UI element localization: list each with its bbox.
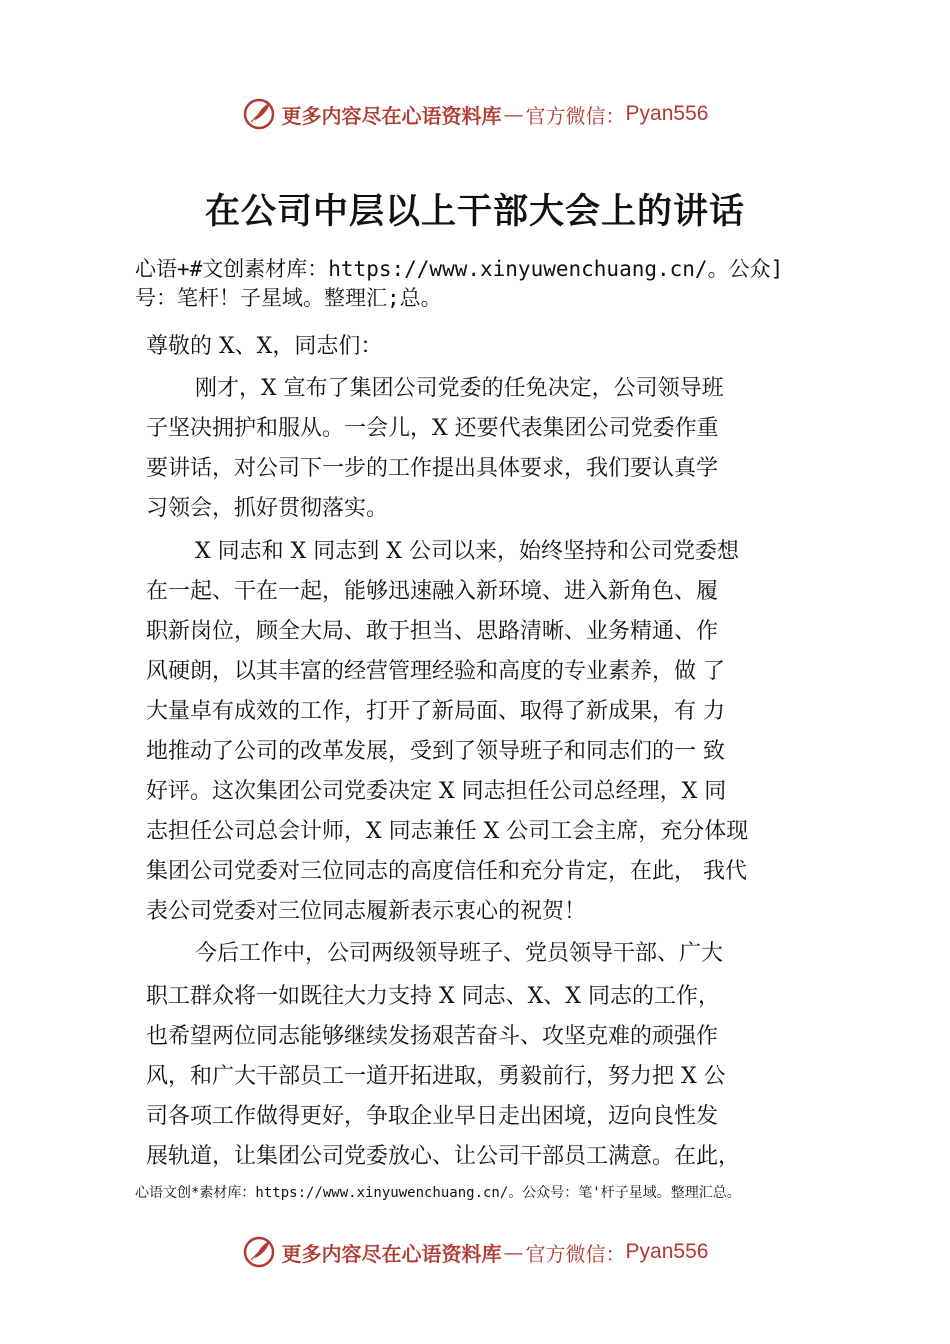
banner-wechat-label: 官方微信： xyxy=(525,103,626,128)
footer-banner xyxy=(0,1232,950,1272)
paragraph-line: 司各项工作做得更好，争取企业早日走出困境，迈向良性发 xyxy=(146,1104,719,1129)
paragraph-line: 在一起、干在一起，能够迅速融入新环境、进入新角色、履 xyxy=(146,579,719,604)
banner-wechat-label: 官方微信： xyxy=(525,1241,626,1266)
banner-separator: — xyxy=(503,1240,524,1264)
quill-logo-icon xyxy=(242,1235,276,1269)
footer-watermark: 心语文创*素材库：https://www.xinyuwenchuang.cn/。公众号：笔'杆子星域。整理汇总。 xyxy=(135,1185,741,1201)
paragraph-line: 展轨道，让集团公司党委放心、让公司干部员工满意。在此， xyxy=(146,1144,741,1169)
banner-slogan: 更多内容尽在心语资料库 xyxy=(281,1241,502,1266)
paragraph-line: 刚才，X 宣布了集团公司党委的任免决定，公司领导班 xyxy=(195,376,724,401)
banner-wechat-id: Pyan556 xyxy=(625,102,709,125)
paragraph-line: 职新岗位，顾全大局、敢于担当、思路清晰、业务精通、作 xyxy=(146,619,719,644)
paragraph-line: 职工群众将一如既往大力支持 X 同志、X、X 同志的工作， xyxy=(146,984,720,1009)
banner-wechat-id: Pyan556 xyxy=(625,1240,709,1263)
paragraph-line: 习领会，抓好贯彻落实。 xyxy=(146,496,389,521)
paragraph-line: 也希望两位同志能够继续发扬艰苦奋斗、攻坚克难的顽强作 xyxy=(146,1024,719,1049)
quill-logo-icon xyxy=(242,97,276,131)
paragraph-line: 志担任公司总会计师，X 同志兼任 X 公司工会主席，充分体现 xyxy=(146,819,749,844)
paragraph-line: 好评。这次集团公司党委决定 X 同志担任公司总经理，X 同 xyxy=(146,779,727,804)
paragraph-line: 大量卓有成效的工作，打开了新局面、取得了新成果，有 力 xyxy=(146,699,725,724)
document-title: 在公司中层以上干部大会上的讲话 xyxy=(204,191,745,232)
banner-separator: — xyxy=(503,102,524,126)
paragraph-line: X 同志和 X 同志到 X 公司以来，始终坚持和公司党委想 xyxy=(195,539,739,564)
paragraph-line: 集团公司党委对三位同志的高度信任和充分肯定，在此， 我代 xyxy=(146,859,747,884)
paragraph-line: 要讲话，对公司下一步的工作提出具体要求，我们要认真学 xyxy=(146,456,719,481)
paragraph-line: 今后工作中，公司两级领导班子、党员领导干部、广大 xyxy=(195,941,724,966)
paragraph-line: 风硬朗，以其丰富的经营管理经验和高度的专业素养，做 了 xyxy=(146,659,725,684)
salutation: 尊敬的 X、X，同志们： xyxy=(146,334,383,359)
paragraph-line: 地推动了公司的改革发展，受到了领导班子和同志们的一 致 xyxy=(146,739,725,764)
header-banner xyxy=(0,94,950,134)
paragraph-line: 风，和广大干部员工一道开拓进取，勇毅前行，努力把 X 公 xyxy=(146,1064,726,1089)
watermark-line: 心语+#文创素材库：https://www.xinyuwenchuang.cn/。公众] xyxy=(135,257,784,281)
banner-slogan: 更多内容尽在心语资料库 xyxy=(281,103,502,128)
paragraph-line: 子坚决拥护和服从。一会儿，X 还要代表集团公司党委作重 xyxy=(146,416,719,441)
paragraph-line: 表公司党委对三位同志履新表示衷心的祝贺！ xyxy=(146,899,587,924)
watermark-line: 号：笔杆！子星域。整理汇;总。 xyxy=(135,286,442,310)
